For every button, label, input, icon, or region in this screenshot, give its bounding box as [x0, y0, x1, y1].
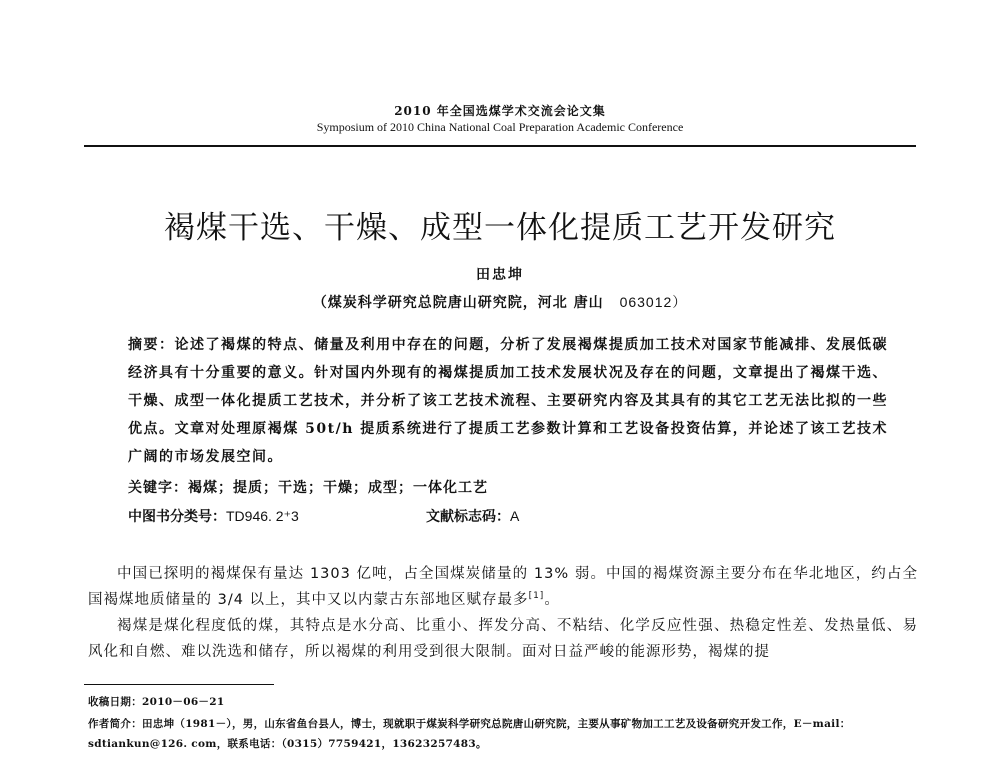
body-paragraph: 褐煤是煤化程度低的煤，其特点是水分高、比重小、挥发分高、不粘结、化学反应性强、热稳定性差、发热量低、易风化和自燃、难以洗选和储存，所以褐煤的利用受到很大限制。面对日益严峻的能源形势，褐煤的提: [88, 618, 918, 660]
document-code-label: 文献标志码：: [426, 509, 510, 525]
keywords-text: 褐煤；提质；干选；干燥；成型；一体化工艺: [188, 480, 488, 496]
body-paragraph: [88, 561, 918, 613]
footnote-rule: [84, 684, 274, 685]
paragraph-1-end: 。: [544, 592, 560, 608]
keywords-label: 关键字：: [128, 480, 188, 496]
running-header-english: Symposium of 2010 China National Coal Preparation Academic Conference: [316, 120, 684, 134]
classification-label: 中图书分类号：: [128, 509, 226, 525]
running-header-chinese: 2010 年全国选煤学术交流会论文集: [394, 104, 606, 118]
document-code: [426, 506, 519, 526]
abstract: [128, 331, 888, 471]
abstract-text: 论述了褐煤的特点、储量及利用中存在的问题，分析了发展褐煤提质加工技术对国家节能减排、发展低碳经济具有十分重要的意义。针对国内外现有的褐煤提质加工技术发展状况及存在的问题，文章提出了褐煤干选、干燥、成型一体化提质工艺技术，并分析了该工艺技术流程、主要研究内容及其具有的其它工艺无法比拟的一些优点。文章对处理原褐煤 50t/h 提质系统进行了提质工艺参数计算和工艺设备投资估算，并论述了该工艺技术广阔的市场发展空间。: [128, 337, 888, 465]
author-affiliation: [0, 292, 1000, 312]
paper-title: 褐煤干选、干燥、成型一体化提质工艺开发研究: [164, 210, 836, 246]
abstract-label: 摘要：: [128, 337, 175, 353]
classification-value: TD946. 2⁺3: [226, 508, 299, 524]
author-name: 田忠坤: [476, 267, 524, 283]
body-text: [88, 561, 918, 665]
citation-ref: [1]: [528, 591, 545, 602]
document-code-value: A: [510, 508, 520, 524]
footnote-author-info: 作者简介：田忠坤（1981－），男，山东省鱼台县人，博士，现就职于煤炭科学研究总院唐山研究院，主要从事矿物加工工艺及设备研究开发工作，E－mail：sdtiankun@126. com，联系电话：（0315）7759421，13623257483。: [88, 718, 851, 750]
postcode: 063012）: [619, 294, 688, 310]
footnote-received: 收稿日期：2010－06－21: [88, 696, 225, 708]
affiliation-text: （煤炭科学研究总院唐山研究院，河北 唐山: [312, 295, 604, 311]
header-rule: [84, 145, 916, 147]
paragraph-1-text: 中国已探明的褐煤保有量达 1303 亿吨，占全国煤炭储量的 13% 弱。中国的褐煤资源主要分布在华北地区，约占全国褐煤地质储量的 3/4 以上，其中又以内蒙古东部地区赋存最多: [88, 566, 918, 608]
classification-line: [128, 506, 888, 526]
keywords: [128, 477, 888, 497]
